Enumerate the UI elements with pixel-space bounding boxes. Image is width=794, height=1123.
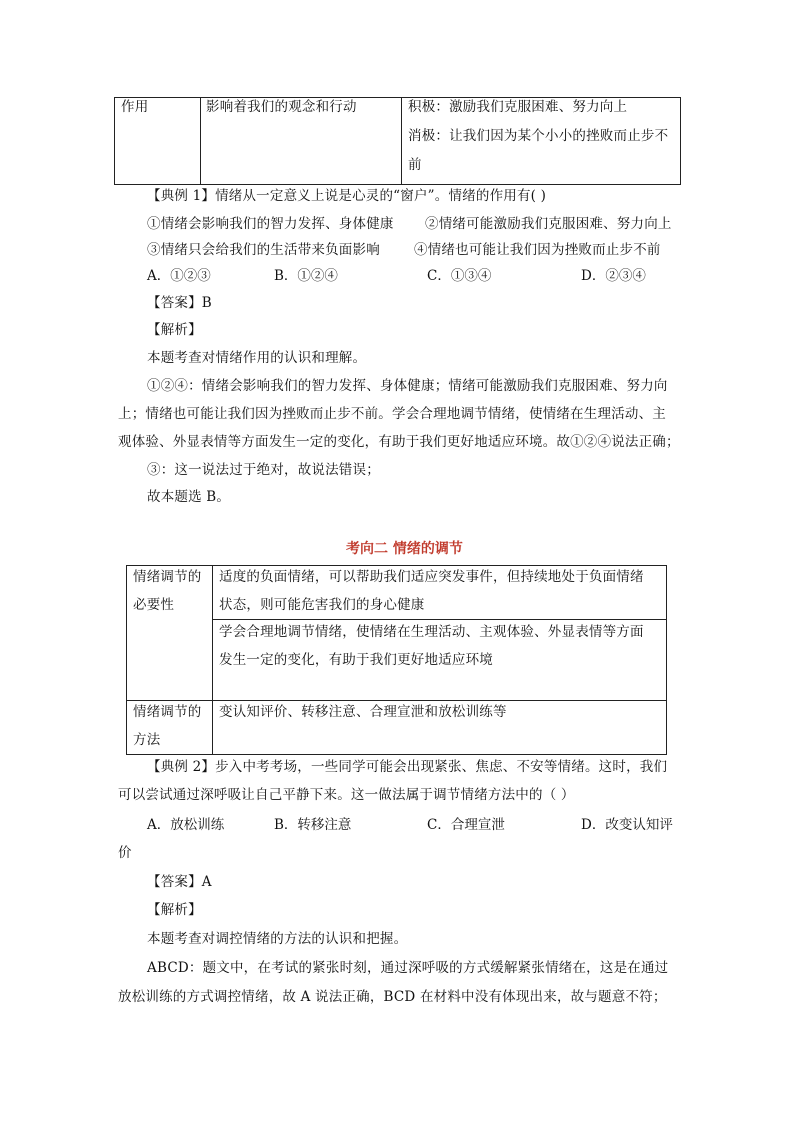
example1-answer: 【答案】B bbox=[147, 295, 212, 311]
example2-stem-cont: 可以尝试通过深呼吸让自己平静下来。这一做法属于调节情绪方法中的（ ） bbox=[118, 787, 575, 803]
table-cell-necessity-b: 学会合理地调节情绪，使情绪在生理活动、主观体验、外显表情等方面 bbox=[219, 624, 644, 640]
example2-analysis-line: 放松训练的方式调控情绪，故 A 说法正确，BCD 在材料中没有体现出来，故与题意不符； bbox=[118, 989, 667, 1005]
example2-option-d-cont: 价 bbox=[118, 845, 132, 861]
table-head-necessity: 情绪调节的 bbox=[133, 569, 202, 585]
table-cell-method: 变认知评价、转移注意、合理宣泄和放松训练等 bbox=[219, 704, 507, 720]
table-divider bbox=[126, 700, 667, 701]
example2-option-b: B．转移注意 bbox=[274, 817, 352, 833]
table-cell-necessity-b-cont: 发生一定的变化，有助于我们更好地适应环境 bbox=[219, 652, 493, 668]
example1-item-1: ①情绪会影响我们的智力发挥、身体健康 bbox=[147, 216, 394, 232]
example1-item-3: ③情绪只会给我们的生活带来负面影响 bbox=[147, 242, 380, 258]
table-cell-negative-cont: 前 bbox=[408, 157, 422, 173]
example2-analysis-line: ABCD：题文中，在考试的紧张时刻，通过深呼吸的方式缓解紧张情绪在，这是在通过 bbox=[147, 960, 669, 976]
example1-option-b: B．①②④ bbox=[274, 268, 338, 284]
example1-stem: 【典例 1】情绪从一定意义上说是心灵的“窗户”。情绪的作用有( ) bbox=[147, 188, 547, 204]
example1-analysis-line: 观体验、外显表情等方面发生一定的变化，有助于我们更好地适应环境。故①②④说法正确； bbox=[118, 434, 680, 450]
example1-option-a: A．①②③ bbox=[147, 268, 211, 284]
table-divider bbox=[200, 97, 201, 185]
table-divider bbox=[401, 97, 402, 185]
example1-analysis-title: 【解析】 bbox=[147, 322, 202, 338]
example1-option-c: C．①③④ bbox=[427, 268, 492, 284]
example1-item-4: ④情绪也可能让我们因为挫败而止步不前 bbox=[414, 242, 661, 258]
example2-answer: 【答案】A bbox=[147, 874, 212, 890]
example2-analysis-line: 本题考查对调控情绪的方法的认识和把握。 bbox=[147, 931, 408, 947]
table-cell-negative: 消极：让我们因为某个小小的挫败而止步不 bbox=[408, 128, 669, 144]
table-cell-role: 作用 bbox=[121, 99, 149, 115]
example2-option-d: D．改变认知评 bbox=[581, 817, 673, 833]
table-head-method: 情绪调节的 bbox=[133, 704, 202, 720]
example1-analysis-line: ③：这一说法过于绝对，故说法错误； bbox=[147, 462, 380, 478]
example1-option-d: D．②③④ bbox=[581, 268, 646, 284]
example2-option-a: A．放松训练 bbox=[147, 817, 225, 833]
table-cell-influence: 影响着我们的观念和行动 bbox=[206, 99, 357, 115]
example1-analysis-line: 上；情绪也可能让我们因为挫败而止步不前。学会合理地调节情绪，使情绪在生理活动、主 bbox=[118, 406, 666, 422]
example2-analysis-title: 【解析】 bbox=[147, 902, 202, 918]
example1-analysis-line: 本题考查对情绪作用的认识和理解。 bbox=[147, 350, 367, 366]
table-head-necessity-cont: 必要性 bbox=[133, 597, 175, 613]
example2-option-c: C．合理宣泄 bbox=[427, 817, 505, 833]
table-cell-necessity-a-cont: 状态，则可能危害我们的身心健康 bbox=[219, 597, 425, 613]
table-cell-necessity-a: 适度的负面情绪，可以帮助我们适应突发事件，但持续地处于负面情绪 bbox=[219, 569, 644, 585]
table-head-method-cont: 方法 bbox=[133, 732, 161, 748]
example2-stem: 【典例 2】步入中考考场，一些同学可能会出现紧张、焦虑、不安等情绪。这时，我们 bbox=[147, 759, 668, 775]
table-divider bbox=[212, 565, 213, 755]
example1-analysis-line: ①②④：情绪会影响我们的智力发挥、身体健康；情绪可能激励我们克服困难、努力向 bbox=[147, 378, 668, 394]
example1-analysis-line: 故本题选 B。 bbox=[147, 489, 231, 505]
example1-item-2: ②情绪可能激励我们克服困难、努力向上 bbox=[425, 216, 672, 232]
section-title: 考向二 情绪的调节 bbox=[346, 541, 463, 557]
table-divider bbox=[212, 619, 667, 620]
table-cell-positive: 积极：激励我们克服困难、努力向上 bbox=[408, 99, 628, 115]
